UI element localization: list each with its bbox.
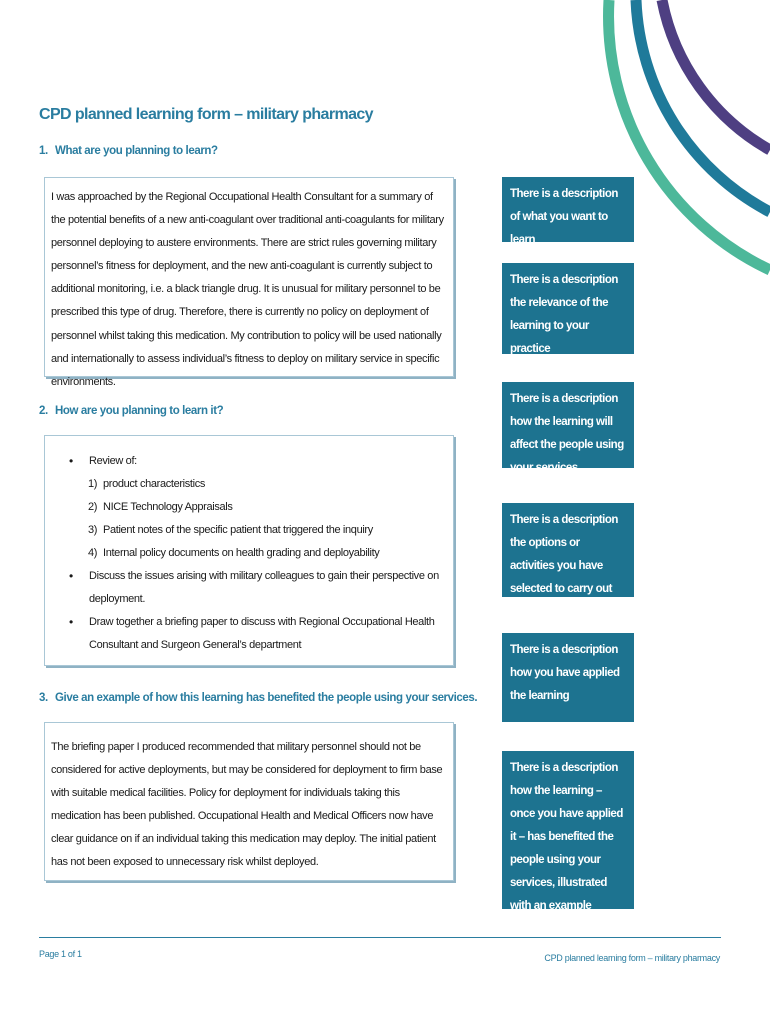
side-note-applied: There is a description how you have applied the learning [502, 633, 634, 722]
review-item-text: NICE Technology Appraisals [103, 501, 233, 513]
purple-arc [662, 0, 770, 150]
plan-list [51, 450, 447, 657]
answer-3-box [44, 722, 454, 881]
question-1-heading [39, 145, 218, 157]
review-item-text: Patient notes of the specific patient that triggered the inquiry [103, 524, 373, 536]
footer-title: CPD planned learning form – military pharmacy [544, 953, 720, 963]
review-item [51, 542, 447, 565]
answer-1-box [44, 177, 454, 388]
review-item-number: 2) [88, 501, 98, 513]
answer-2-box [44, 435, 454, 666]
footer-divider [39, 937, 721, 938]
side-note-options: There is a description the options or activities you have selected to carry out [502, 503, 634, 597]
plan-bullet-review [51, 450, 447, 565]
side-note-what: There is a description of what you want to learn [502, 177, 634, 242]
answer-1-text: I was approached by the Regional Occupational Health Consultant for a summary of the potential benefits of a new anti-coagulant over traditional anti-coagulants for military personnel deploying to austere environments. There are strict rules governing military personnel’s fitness for deployment, and the new anti-coagulant is currently subject to additional monitoring, i.e. a black triangle drug. It is unusual for military personnel to be prescribed this type of drug. Therefore, there is currently no policy on deployment of personnel whilst taking this medication. My contribution to policy will be used nationally and internationally to assess individual’s fitness to deploy on military service in specific environments. [51, 191, 444, 388]
review-item [51, 473, 447, 496]
question-3-text: Give an example of how this learning has benefited the people using your services. [55, 692, 478, 704]
question-3-heading [39, 692, 477, 704]
question-2-heading [39, 405, 223, 417]
blue-arc [636, 0, 770, 212]
review-item [51, 496, 447, 519]
page-number: Page 1 of 1 [39, 949, 82, 959]
review-item-number: 4) [88, 547, 98, 559]
side-note-relevance: There is a description the relevance of the learning to your practice [502, 263, 634, 354]
plan-bullet-briefing: • Draw together a briefing paper to discuss with Regional Occupational Health Consultant and Surgeon General’s department [51, 611, 447, 657]
review-item-number: 3) [88, 524, 98, 536]
question-1-text: What are you planning to learn? [55, 145, 218, 157]
question-2-text: How are you planning to learn it? [55, 405, 224, 417]
plan-bullet-discuss: • Discuss the issues arising with military colleagues to gain their perspective on deployment. [51, 565, 447, 611]
review-item [51, 519, 447, 542]
side-note-benefit: There is a description how the learning – once you have applied it – has benefited the people using your services, illustrated with an example [502, 751, 634, 909]
review-label: Review of: [89, 455, 137, 467]
review-item-number: 1) [88, 478, 98, 490]
page-title: CPD planned learning form – military pharmacy [39, 106, 373, 123]
question-3-number: 3. [39, 692, 48, 704]
side-note-affect: There is a description how the learning will affect the people using your services [502, 382, 634, 468]
review-sublist [51, 473, 447, 565]
question-2-number: 2. [39, 405, 48, 417]
answer-3-text: The briefing paper I produced recommended that military personnel should not be considered for active deployments, but may be considered for deployment to firm base with suitable medical facilities. Policy for deployment for individuals taking this medication has been published. Occupational Health and Medical Officers now have clear guidance on if an individual taking this medication may deploy. The initial patient has not been exposed to unnecessary risk whilst deployed. [51, 741, 443, 869]
review-item-text: Internal policy documents on health grading and deployability [103, 547, 380, 559]
review-item-text: product characteristics [103, 478, 205, 490]
question-1-number: 1. [39, 145, 48, 157]
